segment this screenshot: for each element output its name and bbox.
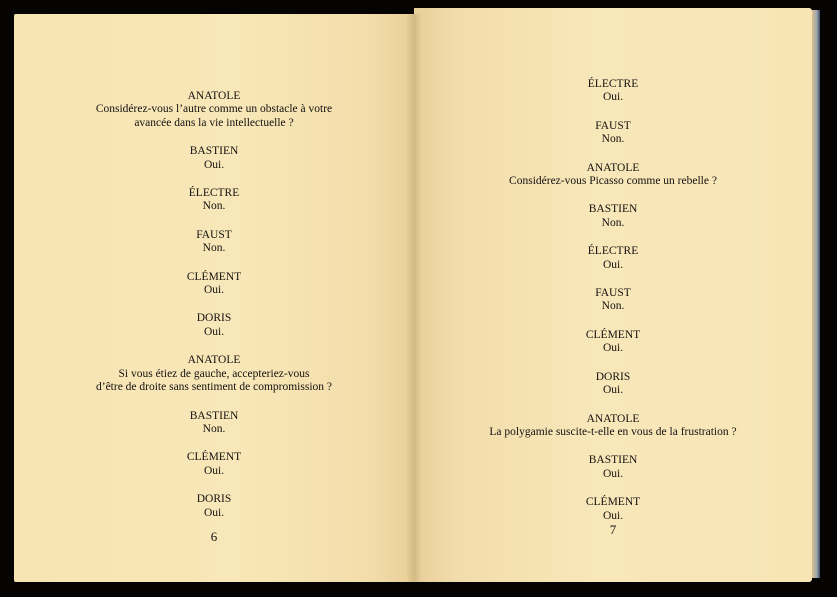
dialogue-entry — [14, 354, 414, 394]
speaker-name: FAUST — [196, 228, 232, 241]
speaker-name: DORIS — [196, 493, 232, 506]
dialogue-line: Oui. — [602, 467, 624, 480]
dialogue-entry — [14, 410, 414, 437]
left-page-dialogue — [14, 90, 414, 535]
dialogue-entry — [414, 454, 812, 481]
speaker-name: BASTIEN — [189, 409, 239, 422]
dialogue-line: Oui. — [203, 325, 225, 338]
speaker-name: BASTIEN — [588, 203, 638, 216]
dialogue-line: Non. — [202, 422, 226, 435]
speaker-name: ANATOLE — [187, 354, 241, 367]
speaker-name: ÉLECTRE — [587, 78, 639, 90]
dialogue-entry — [14, 451, 414, 478]
dialogue-line: Oui. — [602, 384, 624, 397]
dialogue-line: Oui. — [602, 342, 624, 355]
speaker-name: DORIS — [595, 370, 631, 383]
dialogue-entry — [414, 120, 812, 147]
dialogue-line: Oui. — [203, 158, 225, 171]
dialogue-entry — [414, 329, 812, 356]
speaker-name: FAUST — [595, 119, 631, 132]
dialogue-entry — [414, 413, 812, 440]
dialogue-line: Oui. — [203, 464, 225, 477]
speaker-name: CLÉMENT — [186, 451, 242, 464]
speaker-name: ÉLECTRE — [587, 245, 639, 258]
book-gutter — [406, 14, 422, 582]
dialogue-entry — [14, 187, 414, 214]
speaker-name: FAUST — [595, 287, 631, 300]
dialogue-line: Non. — [202, 242, 226, 255]
speaker-name: ANATOLE — [586, 161, 640, 174]
dialogue-entry — [14, 229, 414, 256]
dialogue-line: avancée dans la vie intellectuelle ? — [134, 116, 294, 129]
dialogue-entry — [14, 312, 414, 339]
dialogue-line: Oui. — [602, 509, 624, 522]
right-page-dialogue — [414, 78, 812, 538]
dialogue-entry — [414, 245, 812, 272]
speaker-name: ANATOLE — [586, 412, 640, 425]
speaker-name: CLÉMENT — [585, 496, 641, 509]
dialogue-line: Non. — [601, 216, 625, 229]
speaker-name: CLÉMENT — [186, 270, 242, 283]
book-page-edge — [812, 10, 820, 578]
right-page-number: 7 — [609, 522, 617, 537]
dialogue-line: Non. — [202, 200, 226, 213]
dialogue-line: Si vous étiez de gauche, accepteriez-vous — [118, 367, 310, 380]
speaker-name: BASTIEN — [588, 454, 638, 467]
speaker-name: BASTIEN — [189, 145, 239, 158]
speaker-name: CLÉMENT — [585, 328, 641, 341]
dialogue-entry — [14, 271, 414, 298]
dialogue-line: Oui. — [602, 258, 624, 271]
speaker-name: ANATOLE — [187, 90, 241, 102]
dialogue-line: La polygamie suscite-t-elle en vous de la frustration ? — [489, 425, 737, 438]
dialogue-line: Considérez-vous l’autre comme un obstacle à votre — [95, 103, 333, 116]
speaker-name: ÉLECTRE — [188, 187, 240, 200]
dialogue-entry — [14, 145, 414, 172]
dialogue-line: Non. — [601, 133, 625, 146]
left-page-number: 6 — [210, 529, 218, 544]
dialogue-line: Considérez-vous Picasso comme un rebelle ? — [509, 175, 717, 188]
dialogue-entry — [414, 287, 812, 314]
dialogue-entry — [14, 493, 414, 520]
left-page — [14, 14, 414, 582]
dialogue-line: Oui. — [203, 506, 225, 519]
dialogue-entry — [414, 371, 812, 398]
dialogue-line: Oui. — [203, 284, 225, 297]
dialogue-entry — [414, 78, 812, 105]
dialogue-entry — [14, 90, 414, 130]
dialogue-line: Non. — [601, 300, 625, 313]
right-page — [414, 8, 812, 582]
dialogue-entry — [414, 203, 812, 230]
dialogue-line: Oui. — [602, 91, 624, 104]
dialogue-line: d’être de droite sans sentiment de compromission ? — [95, 381, 332, 394]
dialogue-entry — [414, 496, 812, 523]
dialogue-entry — [414, 162, 812, 189]
speaker-name: DORIS — [196, 312, 232, 325]
